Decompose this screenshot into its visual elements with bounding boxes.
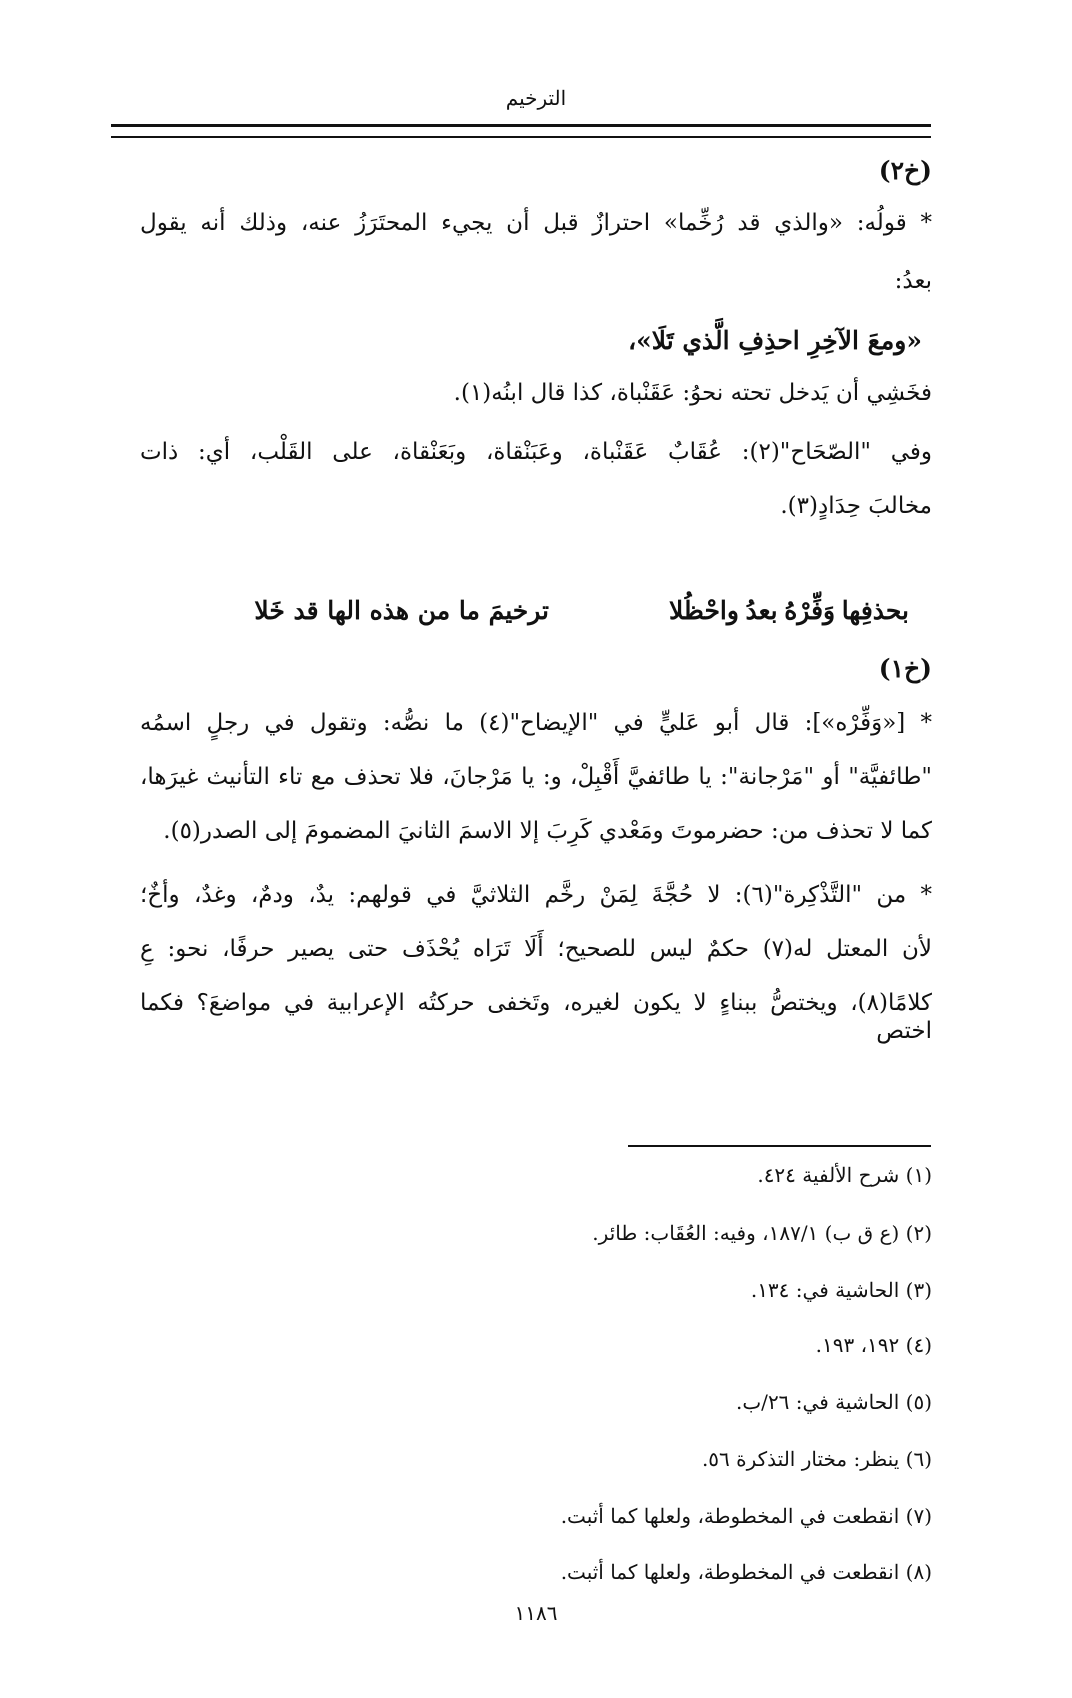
footnote-2: (٢) (ع ق ب) ١٨٧/١، وفيه: العُقَاب: طائر.	[592, 1221, 932, 1245]
section-tag-kh1: (خ١)	[878, 654, 932, 683]
footnote-3: (٣) الحاشية في: ١٣٤.	[750, 1278, 932, 1302]
verse-second-hemistich	[169, 596, 549, 625]
verse-word-4: واحْظُلا	[669, 596, 739, 625]
paragraph-3-line-1: وفي "الصّحَاح"(٢): عُقَابٌ عَقَنْباة، وعَبَنْقاة، وبَعَنْقاة، على القَلْب، أي: ذات	[140, 439, 932, 465]
verse-word-3: بعدُ	[745, 596, 778, 625]
section-tag-kh2: (خ٢)	[878, 156, 932, 185]
footnote-4: (٤) ١٩٢، ١٩٣.	[815, 1333, 932, 1357]
paragraph-3-line-2: مخالبَ حِدَادٍ(٣).	[780, 493, 932, 519]
header-rule-thick	[111, 124, 931, 127]
verse-quote: «ومعَ الآخِرِ احذِفِ الَّذي تَلَا»،	[628, 326, 922, 355]
paragraph-4-line-2: "طائفيَّة" أو "مَرْجانة": يا طائفيَّ أَقْبِلْ، و: يا مَرْجانَ، فلا تحذف مع تاء التأنيث غيرَها،	[140, 764, 932, 790]
paragraph-1-line-2: بعدُ:	[894, 268, 932, 294]
footnote-7: (٧) انقطعت في المخطوطة، ولعلها كما أثبت.	[560, 1504, 932, 1528]
paragraph-4-line-1: * [«وَفِّرْه»]: قال أبو عَليٍّ في "الإيضاح"(٤) ما نصُّه: وتقول في رجلٍ اسمُه	[140, 710, 932, 736]
verse-line	[169, 596, 909, 625]
footnote-5: (٥) الحاشية في: ٢٦/ب.	[736, 1390, 932, 1414]
verse-word-5: ترخيمَ ما من هذه الها قد خَلا	[254, 596, 549, 625]
paragraph-2-line-1: فخَشِي أن يَدخل تحته نحوُ: عَقَنْباة، كذا قال ابنُه(١).	[453, 380, 932, 406]
verse-first-hemistich	[669, 596, 909, 625]
footnote-1: (١) شرح الألفية ٤٢٤.	[757, 1163, 932, 1187]
paragraph-5-line-1: * من "التَّذْكِرة"(٦): لا حُجَّةَ لِمَنْ رخَّم الثلاثيَّ في قولهم: يدٌ، ودمٌ، وغدٌ، وأخٌ؛	[140, 882, 932, 908]
page-number: ١١٨٦	[514, 1601, 558, 1625]
header-rule-thin	[111, 136, 931, 138]
footnote-separator	[628, 1145, 931, 1147]
paragraph-5-line-2: لأن المعتل له(٧) حكمٌ ليس للصحيح؛ أَلَا تَرَاه يُحْذَف حتى يصير حرفًا، نحو: عِ	[140, 936, 932, 962]
paragraph-1-line-1: * قولُه: «والذي قد رُخِّما» احترازٌ قبل أن يجيء المحتَرَزُ عنه، وذلك أنه يقول	[140, 210, 932, 236]
paragraph-4-line-3: كما لا تحذف من: حضرموتَ ومَعْدي كَرِبَ إلا الاسمَ الثانيَ المضمومَ إلى الصدر(٥).	[163, 818, 932, 844]
footnote-8: (٨) انقطعت في المخطوطة، ولعلها كما أثبت.	[560, 1560, 932, 1584]
verse-word-1: بحذفِها	[841, 596, 909, 625]
running-header: الترخيم	[505, 86, 567, 110]
verse-word-2: وَفِّرْهُ	[784, 596, 836, 625]
footnote-6: (٦) ينظر: مختار التذكرة ٥٦.	[701, 1447, 932, 1471]
paragraph-5-line-3: كلامًا(٨)، ويختصُّ ببناءٍ لا يكون لغيره، وتَخفى حركتُه الإعرابية في مواضعَ؟ فكما اختص	[140, 990, 932, 1044]
